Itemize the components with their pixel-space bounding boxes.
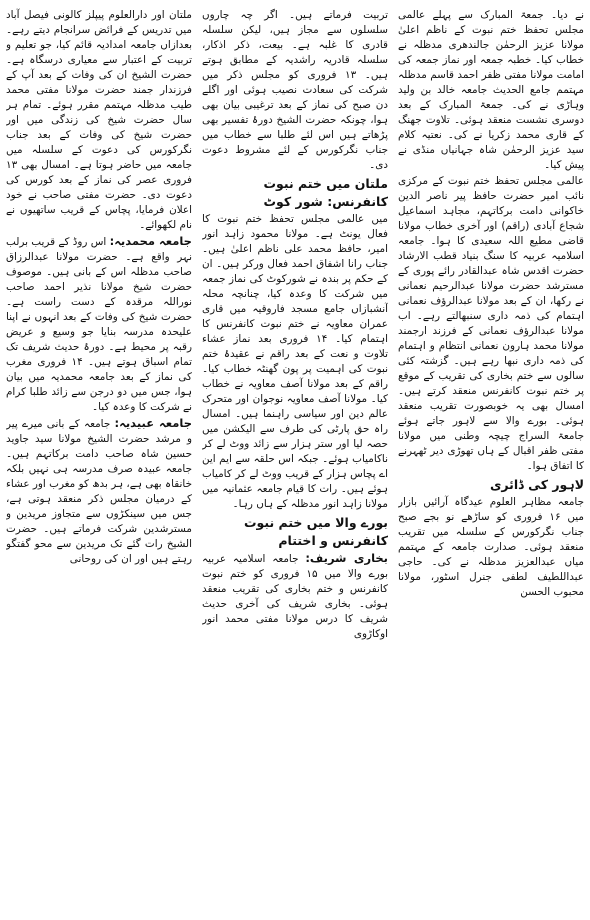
paragraph-text: جامعہ اسلامیہ عربیہ بورے والا میں ۱۵ فروری کو ختم نبوت کانفرنس و ختم بخاری کی تقریب منعقد ہوئی۔ بخاری شریف کی آخری حدیث شریف کا درس مولانا مفتی محمد انور اوکاڑوی: [202, 553, 388, 640]
paragraph: [6, 234, 192, 415]
paragraph: [202, 551, 388, 642]
paragraph-text: اس روڈ کے قریب برلب نہر واقع ہے۔ حضرت مولانا عبدالرزاق صاحب مدظلہ اس کے بانی ہیں۔ موصوف حضرت شیخ مولانا نذیر احمد صاحب نوراللہ مرقدہ کے دست راست ہے۔ حضرت شیخ کی وفات کے بعد انہوں نے اپنا علیحدہ مدرسہ بنایا جو وسیع و عریض رقبہ پر محیط ہے۔ دورۂ حدیث شریف تک تمام اسباق ہوتے ہیں۔ ۱۴ فروری مغرب کی نماز کے بعد جامعہ محمدیہ میں بیان ہوا، جس میں دو درجن سے زائد طلبا کرام نے شرکت کا وعدہ کیا۔: [6, 236, 192, 413]
paragraph: عالمی مجلس تحفظ ختم نبوت کے مرکزی نائب امیر حضرت حافظ پیر ناصر الدین خاکوانی دامت برکاتہم، مجاہد اسماعیل شجاع آبادی (راقم) اور آخری خطاب مولانا قاضی مطیع اللہ سعیدی کا ہوا۔ جامعہ اسلامیہ عربیہ کا سنگ بنیاد قطب الارشاد حضرت اقدس شاہ عبدالقادر رائے پوری کے مسترشد حضرت مولانا عبدالرحیم نعمانی نے رکھا، ان کے بعد مولانا عبدالرؤف نعمانی اہتمام کی ذمہ داری سنبھالتے رہے۔ اب مولانا عبدالرؤف نعمانی کے فرزند ارجمند مولانا محمد ہارون نعمانی انتظام و اہتمام کی ذمہ داری نبھا رہے ہیں۔ گزشتہ کئی سالوں سے ختم بخاری کی تقریب کے موقع پر ختم نبوت کانفرنس منعقد کرتے ہیں۔ امسال بھی یہ خوبصورت تقریب منعقد ہوئی۔ بورے والا سے لاہور جاتے ہوئے جامعۃ السراج چیچہ وطنی میں مولانا مفتی ظفر اقبال کے ہاں تھوڑی دیر ٹھہرنے کا اتفاق ہوا۔: [398, 175, 584, 472]
paragraph-text: جامعہ کے بانی میرے پیر و مرشد حضرت الشیخ مولانا سید جاوید حسین شاہ صاحب دامت برکاتہم ہیں۔ جامعہ عبیدہ صرف مدرسہ ہی نہیں بلکہ خانقاہ بھی ہے، ہر بدھ کو مغرب اور عشاء کے درمیان مجلس ذکر منعقد ہوتی ہے، جس میں سینکڑوں سے متجاوز مریدین و مسترشدین شرکت فرماتے ہیں۔ حضرت الشیخ رات گئے تک مریدین سے محو گفتگو رہتے ہیں اور ان کی روحانی: [6, 418, 192, 565]
paragraph: نے دیا۔ جمعۃ المبارک سے پہلے عالمی مجلس تحفظ ختم نبوت کے ناظم اعلیٰ مولانا عزیز الرحمٰن جالندھری مدظلہ نے خطاب کیا۔ خطبہ جمعہ اور نماز جمعہ کی امامت مولانا مفتی ظفر احمد قاسم مدظلہ مہتمم جامع الحدیث جامعہ خالد بن ولید وہاڑی نے کی۔ جمعۃ المبارک کے بعد دوسری نشست منعقد ہوئی۔ تلاوت جھنگ کے قاری محمد زکریا نے کی۔ نعتیہ کلام سید عزیز الرحمٰن شاہ جہانیاں منڈی نے پیش کیا۔: [398, 9, 584, 171]
section-heading: بورے والا میں ختم نبوت کانفرنس و اختتام: [243, 515, 388, 548]
section-heading: لاہور کی ڈائری: [489, 477, 584, 492]
inline-heading: جامعہ محمدیہ:: [109, 234, 192, 248]
paragraph: جامعہ مظاہر العلوم عیدگاہ آرائیں بازار میں ۱۶ فروری کو ساڑھے نو بجے صبح جناب نگرکورس کے سلسلہ میں تقریب منعقد ہوئی۔ صدارت جامعہ کے مہتمم میاں عبدالعزیز مدظلہ نے کی۔ حاجی عبداللطیف لطفی جنرل اسٹور، مولانا محبوب الحسن: [398, 496, 584, 598]
inline-heading: جامعہ عبیدیہ:: [114, 416, 192, 430]
paragraph: میں عالمی مجلس تحفظ ختم نبوت کا فعال یونٹ ہے۔ مولانا محمود زاہد انور امیر، حافظ محمد علی ناظم اعلیٰ ہیں۔ جناب رانا اشفاق احمد فعال ورکر ہیں۔ ان کے حکم پر بندہ نے شورکوٹ کی نماز جمعہ میں شرکت کا وعدہ کیا، چنانچہ محلہ آنشبازاں جامع مسجد فاروقیہ میں قاری عمران معاویہ نے ختم نبوت کانفرنس کا اہتمام کیا۔ ۱۴ فروری بعد نماز عشاء تلاوت و نعت کے بعد راقم نے عقیدۂ ختم نبوت کی اہمیت پر پون گھنٹہ خطاب کیا۔ راقم کے بعد مولانا آصف معاویہ نے خطاب کیا۔ مولانا آصف معاویہ نوجوان اور متحرک عالم دین اور سیاسی راہنما ہیں۔ امسال راہ حق پارٹی کی طرف سے الیکشن میں حصہ لیا اور ستر ہزار سے زائد ووٹ لے کر ناکامیاب ہوئے۔ جبکہ اس حلقہ سے ایم این اے پچاس ہزار کے قریب ووٹ لے کر کامیاب ہوئے ہیں۔ رات کا قیام جامعہ عثمانیہ میں مولانا زاہد انور مدظلہ کے ہاں رہا۔: [202, 213, 388, 510]
section-heading: ملتان میں ختم نبوت کانفرنس: شور کوٹ: [263, 176, 388, 209]
paragraph: تربیت فرماتے ہیں۔ اگر چہ چاروں سلسلوں سے مجاز ہیں، لیکن سلسلہ قادری کا غلبہ ہے۔ بیعت، ذکر اذکار، سلسلہ قادریہ راشدیہ کے مطابق ہوتے ہیں۔ ۱۳ فروری کو مجلس ذکر میں شرکت کی سعادت نصیب ہوئی اور اگلے دن صبح کی نماز کے بعد ترغیبی بیان بھی ہوا، چونکہ حضرت الشیخ دورۂ تفسیر بھی پڑھاتے ہیں اس لئے طلبا سے خطاب میں جناب نگرکورس کے لئے مشروط دعوت دی۔: [202, 9, 388, 171]
column-left: [398, 8, 584, 914]
column-middle: [202, 8, 388, 914]
paragraph: ملتان اور دارالعلوم پیپلز کالونی فیصل آباد میں تدریس کے فرائض سرانجام دیتے رہے۔ بعدازاں جامعہ امدادیہ قائم کیا، جو تعلیم و تربیت کے اعتبار سے معیاری درسگاہ ہے۔ حضرت الشیخ ان کی وفات کے بعد آپ کے فرزندار جمند حضرت مولانا مفتی محمد طیب مدظلہ مہتمم مقرر ہوئے۔ تمام ہر سال حضرت شیخ کی زندگی میں اور حضرت شیخ کی وفات کے بعد جناب نگرکورس کی دعوت کے سلسلہ میں جامعہ میں حاضر ہوتا ہے۔ امسال بھی ۱۳ فروری عصر کی نماز کے بعد کورس کی دعوت دی۔ حضرت مفتی صاحب نے خود اعلان فرمایا، پچاس کے قریب ساتھیوں نے نام لکھوائے۔: [6, 9, 192, 231]
paragraph: [6, 416, 192, 567]
inline-heading: بخاری شریف:: [305, 551, 388, 565]
column-right: [6, 8, 192, 914]
